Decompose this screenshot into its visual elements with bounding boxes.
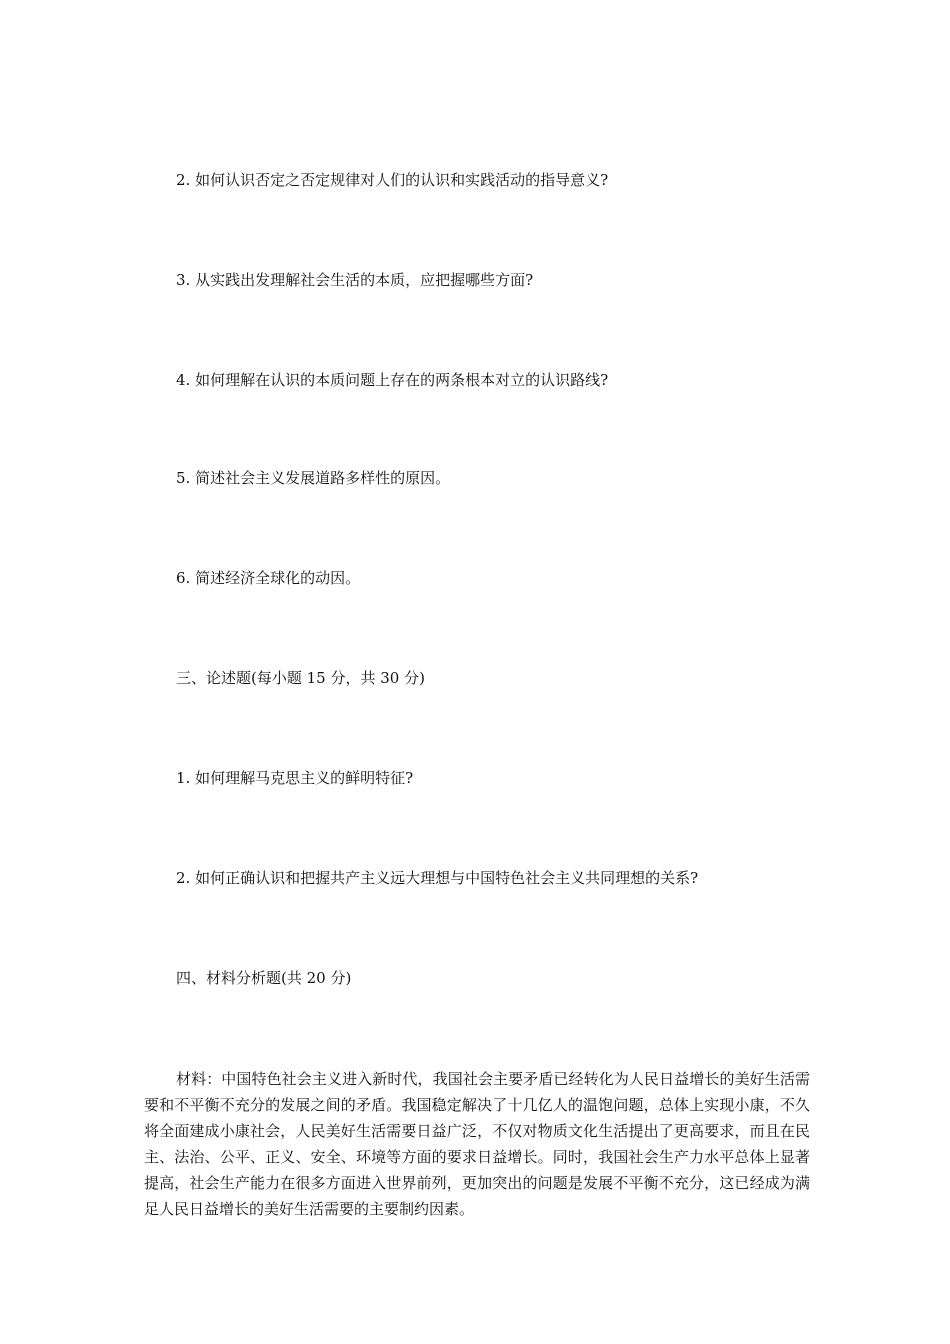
short-answer-question-4: 4. 如何理解在认识的本质问题上存在的两条根本对立的认识路线? (176, 371, 609, 389)
material-section-heading: 四、材料分析题(共 20 分) (176, 969, 352, 987)
short-answer-question-6: 6. 简述经济全球化的动因。 (176, 569, 361, 587)
material-paragraph: 材料：中国特色社会主义进入新时代，我国社会主要矛盾已经转化为人民日益增长的美好生活需要和不平衡不充分的发展之间的矛盾。我国稳定解决了十几亿人的温饱问题，总体上实现小康，不久将全面建成小康社会，人民美好生活需要日益广泛，不仅对物质文化生活提出了更高要求，而且在民主、法治、公平、正义、安全、环境等方面的要求日益增长。同时，我国社会生产力水平总体上显著提高，社会生产能力在很多方面进入世界前列，更加突出的问题是发展不平衡不充分，这已经成为满足人民日益增长的美好生活需要的主要制约因素。 (144, 1070, 810, 1218)
essay-question-2: 2. 如何正确认识和把握共产主义远大理想与中国特色社会主义共同理想的关系? (176, 869, 699, 887)
short-answer-question-3: 3. 从实践出发理解社会生活的本质，应把握哪些方面? (176, 271, 534, 289)
essay-question-1: 1. 如何理解马克思主义的鲜明特征? (176, 769, 414, 787)
short-answer-question-5: 5. 简述社会主义发展道路多样性的原因。 (176, 469, 451, 487)
essay-section-heading: 三、论述题(每小题 15 分，共 30 分) (176, 669, 425, 687)
short-answer-question-2: 2. 如何认识否定之否定规律对人们的认识和实践活动的指导意义? (176, 171, 609, 189)
